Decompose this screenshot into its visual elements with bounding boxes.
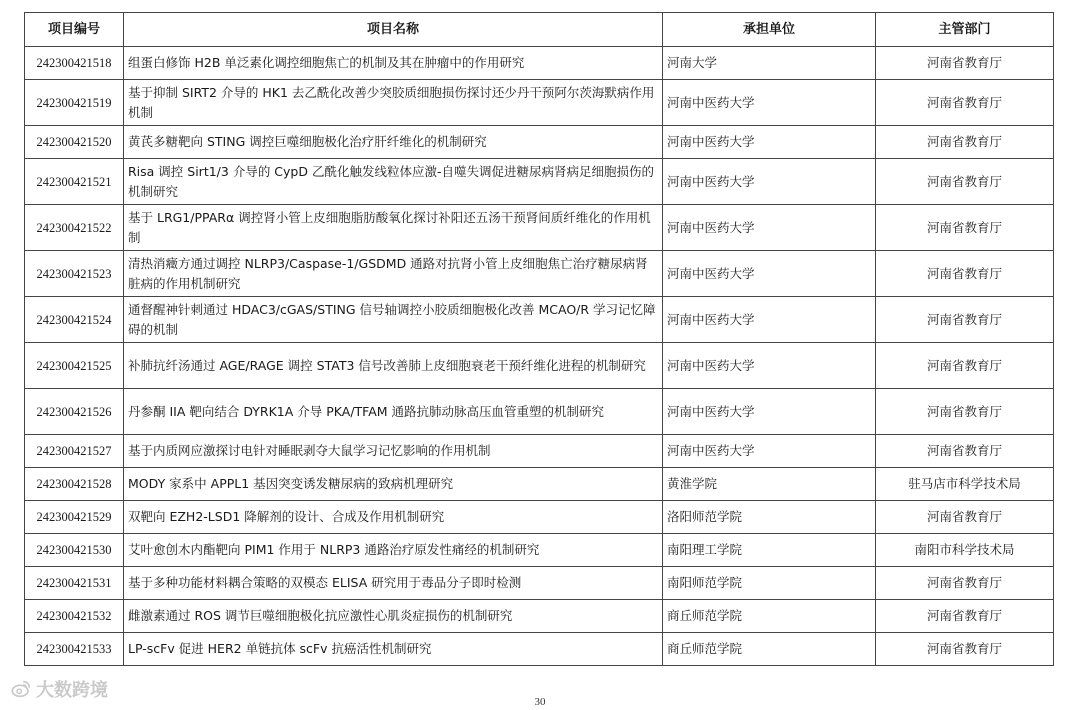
project-code-cell: 242300421523 <box>25 251 124 297</box>
project-code-cell: 242300421521 <box>25 159 124 205</box>
undertaking-unit-cell: 河南中医药大学 <box>663 126 876 159</box>
supervising-dept-cell: 河南省教育厅 <box>876 159 1054 205</box>
table-row <box>25 47 1054 80</box>
supervising-dept-cell: 河南省教育厅 <box>876 297 1054 343</box>
table-row <box>25 343 1054 389</box>
project-code-cell: 242300421526 <box>25 389 124 435</box>
supervising-dept-cell: 河南省教育厅 <box>876 435 1054 468</box>
project-name-cell: 清热消癥方通过调控 NLRP3/Caspase-1/GSDMD 通路对抗肾小管上皮细胞焦亡治疗糖尿病肾脏病的作用机制研究 <box>124 251 663 297</box>
project-code-cell: 242300421531 <box>25 567 124 600</box>
table-row <box>25 435 1054 468</box>
project-name-cell: 基于 LRG1/PPARα 调控肾小管上皮细胞脂肪酸氧化探讨补阳还五汤干预肾间质纤维化的作用机制 <box>124 205 663 251</box>
project-code-cell: 242300421528 <box>25 468 124 501</box>
project-code-cell: 242300421524 <box>25 297 124 343</box>
table-row <box>25 251 1054 297</box>
supervising-dept-cell: 河南省教育厅 <box>876 501 1054 534</box>
supervising-dept-cell: 河南省教育厅 <box>876 633 1054 666</box>
project-code-cell: 242300421529 <box>25 501 124 534</box>
undertaking-unit-cell: 南阳师范学院 <box>663 567 876 600</box>
project-name-cell: 补肺抗纤汤通过 AGE/RAGE 调控 STAT3 信号改善肺上皮细胞衰老干预纤维化进程的机制研究 <box>124 343 663 389</box>
project-code-cell: 242300421533 <box>25 633 124 666</box>
table-row <box>25 159 1054 205</box>
table-row <box>25 600 1054 633</box>
project-name-cell: 黄芪多糖靶向 STING 调控巨噬细胞极化治疗肝纤维化的机制研究 <box>124 126 663 159</box>
undertaking-unit-cell: 河南中医药大学 <box>663 435 876 468</box>
project-table <box>24 12 1054 666</box>
undertaking-unit-cell: 商丘师范学院 <box>663 633 876 666</box>
supervising-dept-cell: 河南省教育厅 <box>876 389 1054 435</box>
project-code-cell: 242300421530 <box>25 534 124 567</box>
table-header-row <box>25 13 1054 47</box>
supervising-dept-cell: 河南省教育厅 <box>876 343 1054 389</box>
project-name-cell: 雌激素通过 ROS 调节巨噬细胞极化抗应激性心肌炎症损伤的机制研究 <box>124 600 663 633</box>
header-project-name: 项目名称 <box>124 13 663 47</box>
table-row <box>25 205 1054 251</box>
undertaking-unit-cell: 河南中医药大学 <box>663 251 876 297</box>
project-name-cell: 双靶向 EZH2-LSD1 降解剂的设计、合成及作用机制研究 <box>124 501 663 534</box>
project-name-cell: MODY 家系中 APPL1 基因突变诱发糖尿病的致病机理研究 <box>124 468 663 501</box>
supervising-dept-cell: 河南省教育厅 <box>876 600 1054 633</box>
project-name-cell: 丹参酮 IIA 靶向结合 DYRK1A 介导 PKA/TFAM 通路抗肺动脉高压血管重塑的机制研究 <box>124 389 663 435</box>
project-name-cell: 通督醒神针刺通过 HDAC3/cGAS/STING 信号轴调控小胶质细胞极化改善 MCAO/R 学习记忆障碍的机制 <box>124 297 663 343</box>
page-number: 30 <box>534 696 546 708</box>
project-code-cell: 242300421520 <box>25 126 124 159</box>
project-code-cell: 242300421519 <box>25 80 124 126</box>
table-row <box>25 534 1054 567</box>
project-name-cell: Risa 调控 Sirt1/3 介导的 CypD 乙酰化触发线粒体应激-自噬失调促进糖尿病肾病足细胞损伤的机制研究 <box>124 159 663 205</box>
undertaking-unit-cell: 南阳理工学院 <box>663 534 876 567</box>
project-code-cell: 242300421527 <box>25 435 124 468</box>
project-name-cell: LP-scFv 促进 HER2 单链抗体 scFv 抗癌活性机制研究 <box>124 633 663 666</box>
watermark-text: 大数跨境 <box>36 680 108 701</box>
table-row <box>25 501 1054 534</box>
supervising-dept-cell: 河南省教育厅 <box>876 567 1054 600</box>
supervising-dept-cell: 河南省教育厅 <box>876 251 1054 297</box>
project-name-cell: 艾叶愈创木内酯靶向 PIM1 作用于 NLRP3 通路治疗原发性痛经的机制研究 <box>124 534 663 567</box>
undertaking-unit-cell: 河南中医药大学 <box>663 80 876 126</box>
undertaking-unit-cell: 河南大学 <box>663 47 876 80</box>
header-undertaking-unit: 承担单位 <box>663 13 876 47</box>
header-supervising-dept: 主管部门 <box>876 13 1054 47</box>
project-name-cell: 基于多种功能材料耦合策略的双模态 ELISA 研究用于毒品分子即时检测 <box>124 567 663 600</box>
project-code-cell: 242300421525 <box>25 343 124 389</box>
table-body <box>25 47 1054 666</box>
project-name-cell: 基于内质网应激探讨电针对睡眠剥夺大鼠学习记忆影响的作用机制 <box>124 435 663 468</box>
undertaking-unit-cell: 洛阳师范学院 <box>663 501 876 534</box>
undertaking-unit-cell: 黄淮学院 <box>663 468 876 501</box>
supervising-dept-cell: 驻马店市科学技术局 <box>876 468 1054 501</box>
undertaking-unit-cell: 商丘师范学院 <box>663 600 876 633</box>
undertaking-unit-cell: 河南中医药大学 <box>663 159 876 205</box>
table-row <box>25 80 1054 126</box>
table-row <box>25 633 1054 666</box>
supervising-dept-cell: 河南省教育厅 <box>876 80 1054 126</box>
project-code-cell: 242300421532 <box>25 600 124 633</box>
supervising-dept-cell: 河南省教育厅 <box>876 126 1054 159</box>
supervising-dept-cell: 河南省教育厅 <box>876 205 1054 251</box>
table-row <box>25 126 1054 159</box>
table-row <box>25 567 1054 600</box>
supervising-dept-cell: 河南省教育厅 <box>876 47 1054 80</box>
undertaking-unit-cell: 河南中医药大学 <box>663 389 876 435</box>
header-project-code: 项目编号 <box>25 13 124 47</box>
table-row <box>25 297 1054 343</box>
project-name-cell: 基于抑制 SIRT2 介导的 HK1 去乙酰化改善少突胶质细胞损伤探讨还少丹干预阿尔茨海默病作用机制 <box>124 80 663 126</box>
project-code-cell: 242300421518 <box>25 47 124 80</box>
supervising-dept-cell: 南阳市科学技术局 <box>876 534 1054 567</box>
project-name-cell: 组蛋白修饰 H2B 单泛素化调控细胞焦亡的机制及其在肿瘤中的作用研究 <box>124 47 663 80</box>
table-row <box>25 389 1054 435</box>
undertaking-unit-cell: 河南中医药大学 <box>663 343 876 389</box>
undertaking-unit-cell: 河南中医药大学 <box>663 297 876 343</box>
project-code-cell: 242300421522 <box>25 205 124 251</box>
undertaking-unit-cell: 河南中医药大学 <box>663 205 876 251</box>
table-row <box>25 468 1054 501</box>
